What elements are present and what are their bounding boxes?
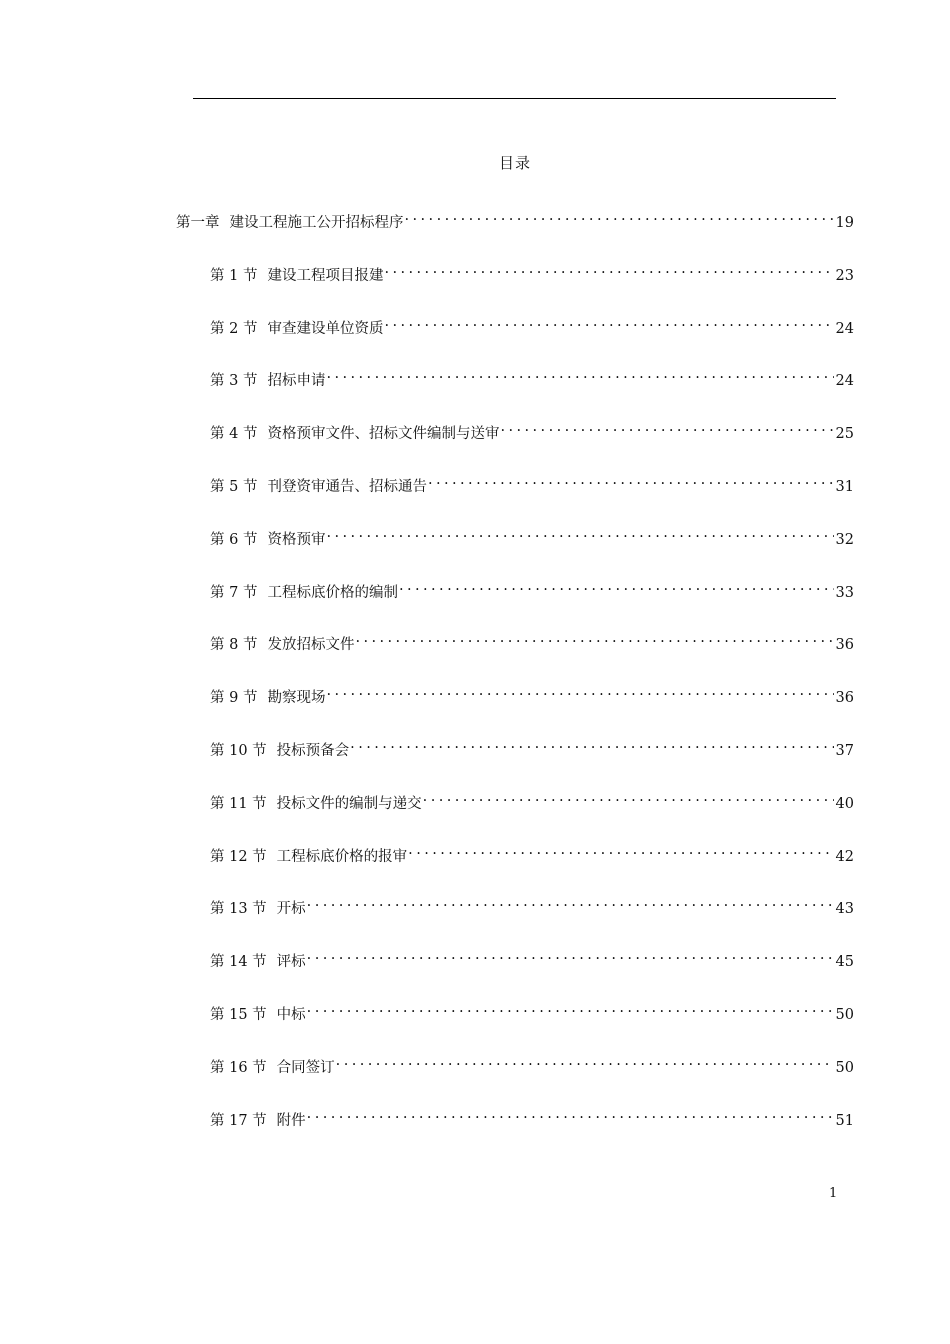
dot-leader bbox=[407, 839, 833, 861]
entry-number: 第 8 节 bbox=[210, 637, 258, 654]
entry-title: 审查建设单位资质 bbox=[267, 320, 384, 337]
entry-number: 第 1 节 bbox=[210, 267, 258, 284]
toc-section-entry[interactable] bbox=[210, 1050, 854, 1076]
entry-number: 第一章 bbox=[176, 215, 220, 231]
entry-page-number: 24 bbox=[835, 373, 854, 390]
dot-leader bbox=[398, 575, 834, 597]
entry-page-number: 24 bbox=[835, 320, 854, 337]
entry-number: 第 10 节 bbox=[210, 743, 267, 759]
dot-leader bbox=[383, 258, 833, 280]
entry-title: 开标 bbox=[276, 901, 306, 918]
entry-title: 刊登资审通告、招标通告 bbox=[267, 479, 427, 495]
entry-page-number: 19 bbox=[835, 215, 854, 231]
toc-section-entry[interactable] bbox=[210, 627, 854, 654]
dot-leader bbox=[404, 205, 834, 227]
entry-title: 投标文件的编制与递交 bbox=[276, 795, 422, 812]
toc-section-entry[interactable] bbox=[210, 997, 854, 1023]
entry-page-number: 31 bbox=[835, 479, 854, 495]
entry-title: 资格预审文件、招标文件编制与送审 bbox=[267, 426, 500, 443]
entry-number: 第 3 节 bbox=[210, 373, 258, 390]
entry-number: 第 11 节 bbox=[210, 795, 267, 812]
dot-leader bbox=[422, 786, 834, 808]
dot-leader bbox=[335, 1050, 834, 1072]
entry-page-number: 45 bbox=[835, 954, 854, 971]
entry-title: 附件 bbox=[276, 1112, 306, 1129]
entry-title: 资格预审 bbox=[267, 531, 326, 548]
toc-section-entry[interactable] bbox=[210, 733, 854, 759]
toc-section-entry[interactable] bbox=[210, 363, 854, 390]
dot-leader bbox=[306, 1103, 834, 1125]
entry-title: 工程标底价格的报审 bbox=[276, 848, 408, 865]
entry-title: 建设工程施工公开招标程序 bbox=[229, 215, 404, 231]
toc-section-entry[interactable] bbox=[210, 944, 854, 971]
entry-title: 投标预备会 bbox=[276, 743, 350, 759]
dot-leader bbox=[325, 680, 833, 702]
toc-section-entry[interactable] bbox=[210, 311, 854, 337]
entry-number: 第 4 节 bbox=[210, 426, 258, 443]
entry-page-number: 43 bbox=[835, 901, 854, 918]
entry-number: 第 2 节 bbox=[210, 320, 258, 337]
dot-leader bbox=[306, 997, 834, 1019]
entry-page-number: 40 bbox=[835, 795, 854, 812]
entry-page-number: 33 bbox=[835, 584, 854, 601]
dot-leader bbox=[499, 416, 833, 438]
entry-page-number: 25 bbox=[835, 426, 854, 443]
toc-section-entry[interactable] bbox=[210, 786, 854, 812]
dot-leader bbox=[349, 733, 833, 755]
entry-page-number: 36 bbox=[835, 637, 854, 654]
entry-title: 勘察现场 bbox=[267, 690, 326, 707]
entry-number: 第 6 节 bbox=[210, 531, 258, 548]
entry-page-number: 37 bbox=[835, 743, 854, 759]
dot-leader bbox=[427, 469, 834, 491]
entry-page-number: 50 bbox=[835, 1059, 854, 1076]
entry-page-number: 23 bbox=[835, 267, 854, 284]
toc-section-entry[interactable] bbox=[210, 522, 854, 548]
dot-leader bbox=[325, 363, 833, 385]
entry-number: 第 7 节 bbox=[210, 584, 258, 601]
entry-title: 中标 bbox=[276, 1007, 306, 1023]
toc-section-entry[interactable] bbox=[210, 680, 854, 707]
entry-page-number: 50 bbox=[835, 1007, 854, 1023]
entry-page-number: 36 bbox=[835, 690, 854, 707]
dot-leader bbox=[354, 627, 833, 649]
entry-page-number: 51 bbox=[835, 1112, 854, 1129]
toc-section-entry[interactable] bbox=[210, 416, 854, 443]
entry-number: 第 14 节 bbox=[210, 954, 267, 971]
entry-title: 建设工程项目报建 bbox=[267, 267, 384, 284]
entry-number: 第 12 节 bbox=[210, 848, 267, 865]
entry-number: 第 13 节 bbox=[210, 901, 267, 918]
entry-page-number: 42 bbox=[835, 848, 854, 865]
toc-section-entry[interactable] bbox=[210, 469, 854, 495]
entry-number: 第 17 节 bbox=[210, 1112, 267, 1129]
page-number: 1 bbox=[829, 1186, 838, 1201]
entry-title: 评标 bbox=[276, 954, 306, 971]
dot-leader bbox=[306, 944, 834, 966]
entry-title: 招标申请 bbox=[267, 373, 326, 390]
entry-title: 发放招标文件 bbox=[267, 637, 355, 654]
entry-page-number: 32 bbox=[835, 531, 854, 548]
dot-leader bbox=[383, 311, 833, 333]
entry-number: 第 15 节 bbox=[210, 1007, 267, 1023]
entry-number: 第 16 节 bbox=[210, 1059, 267, 1076]
dot-leader bbox=[306, 891, 834, 913]
dot-leader bbox=[325, 522, 833, 544]
toc-section-entry[interactable] bbox=[210, 258, 854, 284]
toc-section-entry[interactable] bbox=[210, 891, 854, 918]
toc-section-entry[interactable] bbox=[210, 575, 854, 601]
toc-chapter-entry[interactable] bbox=[176, 205, 854, 231]
entry-number: 第 5 节 bbox=[210, 479, 258, 495]
toc-section-entry[interactable] bbox=[210, 1103, 854, 1129]
entry-title: 工程标底价格的编制 bbox=[267, 584, 398, 601]
toc-section-entry[interactable] bbox=[210, 839, 854, 865]
toc-title: 目录 bbox=[498, 154, 531, 172]
entry-title: 合同签订 bbox=[276, 1059, 335, 1076]
entry-number: 第 9 节 bbox=[210, 690, 258, 707]
